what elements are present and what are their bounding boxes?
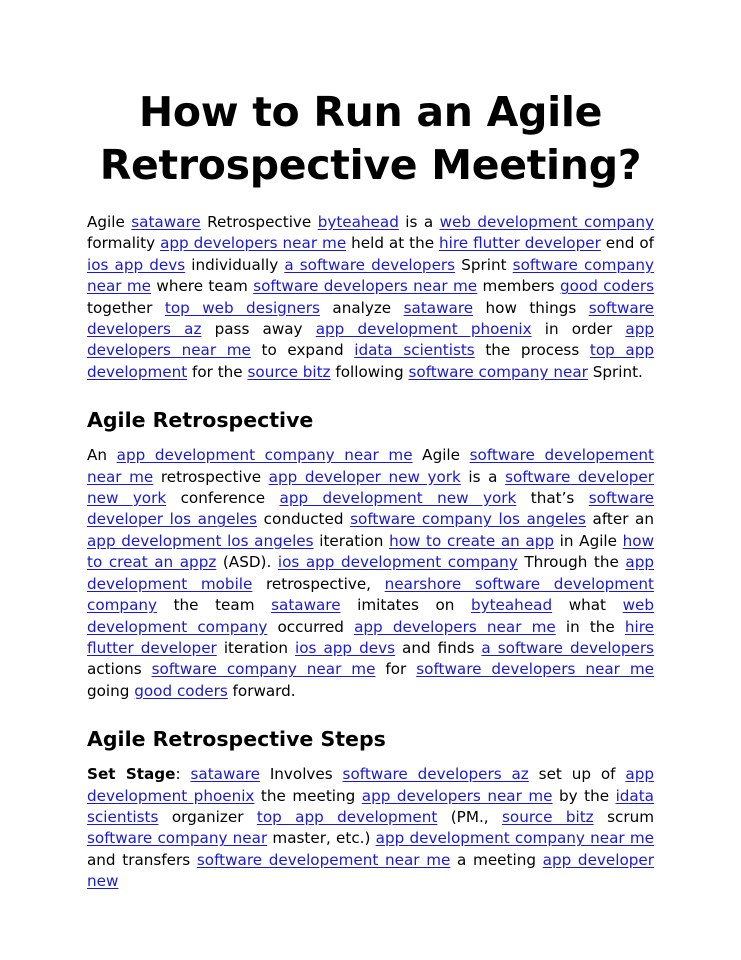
inline-link[interactable]: software company los angeles (350, 510, 586, 529)
text-run: is a (398, 213, 440, 231)
inline-link[interactable]: software developers az (87, 298, 654, 339)
inline-link[interactable]: software developers near me (253, 277, 478, 296)
inline-link[interactable]: top web designers (164, 298, 320, 317)
text-run: end of (600, 234, 655, 253)
text-run: the process (474, 341, 590, 360)
text-run: how things (473, 298, 589, 317)
text-run: after an (585, 510, 654, 529)
inline-link[interactable]: hire flutter developer (87, 617, 654, 657)
paragraph-intro (87, 212, 654, 383)
text-run: (ASD). (216, 553, 278, 572)
text-run: Retrospective (200, 213, 318, 231)
text-run: what (552, 596, 623, 615)
inline-link[interactable]: app development company near me (375, 829, 654, 848)
inline-link[interactable]: web development company (87, 596, 654, 636)
text-run: Agile (87, 213, 132, 231)
inline-link[interactable]: how to creat an appz (87, 531, 654, 572)
inline-link[interactable]: a software developers (481, 638, 654, 657)
text-run: in Agile (554, 531, 623, 550)
inline-link[interactable]: app development phoenix (87, 765, 655, 805)
paragraph-steps (87, 764, 654, 892)
inline-link[interactable]: web development company (439, 213, 654, 231)
inline-link[interactable]: sataware (271, 596, 341, 615)
page-title (87, 0, 654, 192)
inline-link[interactable]: source bitz (247, 362, 331, 381)
inline-link[interactable]: ios app devs (295, 638, 395, 657)
inline-link[interactable]: app development phoenix (315, 320, 532, 339)
heading-agile-retrospective-steps: Agile Retrospective Steps (87, 727, 386, 752)
inline-link[interactable]: app development los angeles (87, 531, 314, 550)
text-run: forward. (227, 681, 296, 700)
text-run: members (477, 277, 560, 296)
text-run: to expand (250, 341, 355, 360)
inline-link[interactable]: app developer new york (268, 467, 461, 486)
text-run: pass away (201, 320, 316, 339)
inline-link[interactable]: software company near (408, 362, 588, 381)
text-run: Involves (259, 765, 343, 784)
text-run: and finds (394, 638, 482, 657)
inline-link[interactable]: nearshore software development company (87, 574, 654, 615)
inline-link[interactable]: app development new york (279, 489, 517, 508)
inline-link[interactable]: software company near me (151, 660, 376, 679)
inline-link[interactable]: app developers near me (361, 786, 553, 805)
inline-link[interactable]: software developer los angeles (87, 489, 654, 529)
text-run: master, etc.) (267, 829, 376, 848)
inline-link[interactable]: software developement near me (87, 446, 654, 486)
text-run: is a (460, 467, 506, 486)
text-run: Agile (412, 446, 470, 465)
inline-link[interactable]: hire flutter developer (439, 234, 601, 253)
text-run: : (175, 765, 191, 784)
inline-link[interactable]: ios app development company (277, 553, 518, 572)
text-run: occurred (267, 617, 355, 636)
inline-link[interactable]: software developers near me (416, 660, 654, 679)
inline-link[interactable]: sataware (190, 765, 260, 784)
text-run: held at the (346, 234, 440, 253)
inline-link[interactable]: app developers near me (87, 320, 654, 360)
text-run: retrospective, (252, 574, 385, 593)
text-run: in the (555, 617, 625, 636)
text-run: An (87, 446, 117, 465)
text-run: for the (187, 362, 248, 381)
text-run: that’s (516, 489, 589, 508)
text-run: analyze (319, 298, 404, 317)
text-run: set up of (528, 765, 626, 784)
inline-link[interactable]: app development company near me (116, 446, 413, 465)
inline-link[interactable]: software developement near me (196, 850, 451, 869)
inline-link[interactable]: idata scientists (87, 786, 654, 826)
text-run: iteration (313, 531, 390, 550)
text-run: formality (87, 234, 161, 253)
inline-link[interactable]: top app development (87, 341, 654, 381)
inline-link[interactable]: sataware (403, 298, 474, 317)
inline-link[interactable]: a software developers (284, 255, 456, 274)
bold-label: Set Stage (87, 765, 176, 784)
text-run: and transfers (87, 850, 197, 869)
inline-link[interactable]: byteahead (470, 596, 553, 615)
text-run: together (87, 298, 165, 317)
inline-link[interactable]: software company near (87, 829, 268, 848)
text-run: where team (151, 277, 254, 296)
text-run: the team (157, 596, 272, 615)
text-run: following (330, 362, 409, 381)
inline-link[interactable]: good coders (559, 277, 654, 296)
text-run: organizer (158, 807, 257, 826)
paragraph-agile-retrospective (87, 445, 654, 702)
inline-link[interactable]: software company near me (87, 255, 654, 296)
inline-link[interactable]: idata scientists (354, 341, 475, 360)
heading-agile-retrospective: Agile Retrospective (87, 408, 314, 433)
text-run: actions (87, 660, 152, 679)
text-run: by the (552, 786, 616, 805)
inline-link[interactable]: sataware (131, 213, 201, 231)
text-run: conference (166, 489, 280, 508)
inline-link[interactable]: source bitz (502, 807, 594, 826)
inline-link[interactable]: app developers near me (354, 617, 556, 636)
text-run: for (375, 660, 417, 679)
inline-link[interactable]: good coders (134, 681, 228, 700)
title-line-2: Retrospective Meeting? (99, 141, 642, 189)
text-run: Sprint. (587, 362, 643, 381)
inline-link[interactable]: ios app devs (87, 255, 186, 274)
text-run: retrospective (153, 467, 269, 486)
inline-link[interactable]: app development mobile (87, 553, 654, 593)
inline-link[interactable]: top app development (256, 807, 438, 826)
inline-link[interactable]: byteahead (317, 213, 399, 231)
inline-link[interactable]: how to create an app (389, 531, 555, 550)
text-run: imitates on (340, 596, 471, 615)
text-run: in order (531, 320, 626, 339)
text-run: Through the (517, 553, 626, 572)
text-run: the meeting (254, 786, 362, 805)
text-run: (PM., (437, 807, 503, 826)
text-run: individually (185, 255, 285, 274)
text-run: a meeting (450, 850, 543, 869)
inline-link[interactable]: software developer new york (87, 467, 654, 508)
text-run: going (87, 681, 135, 700)
text-run: conducted (257, 510, 351, 529)
inline-link[interactable]: app developer new (87, 850, 654, 891)
inline-link[interactable]: software developers az (342, 765, 529, 784)
text-run: scrum (593, 807, 654, 826)
text-run: Sprint (455, 255, 513, 274)
title-line-1: How to Run an Agile (138, 88, 603, 136)
text-run: iteration (216, 638, 296, 657)
inline-link[interactable]: app developers near me (160, 234, 347, 253)
